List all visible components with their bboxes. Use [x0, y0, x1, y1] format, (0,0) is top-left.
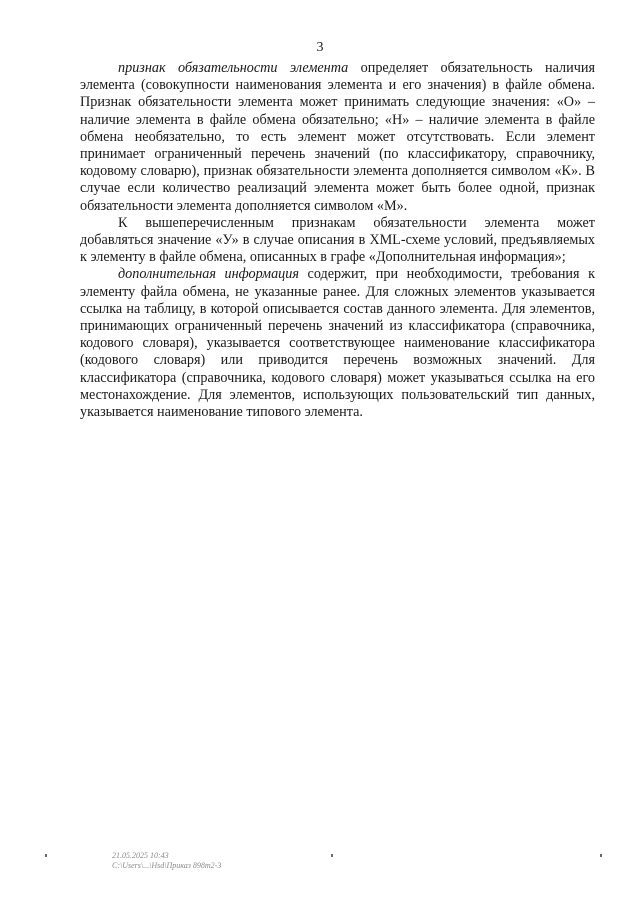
scan-mark — [600, 854, 602, 857]
paragraph-mandatory-attribute-text: определяет обязательность наличия элемента (совокупности наименования элемента и его значения) в файле обмена. Признак обязательности элемента может принимать следующие значения: «О» – наличие элемента в файле обмена обязательно; «Н» – наличие элемента в файле обмена необязательно, то есть элемент может отсутствовать. Если элемент принимает ограниченный перечень значений (по классификатору, справочнику, кодовому словарю), признак обязательности элемента дополняется символом «К». В случае если количество реализаций элемента может быть более одной, признак обязательности элемента дополняется символом «М». — [80, 60, 595, 214]
paragraph-additional-info — [80, 266, 595, 421]
scan-mark — [331, 854, 333, 857]
print-stamp — [112, 851, 221, 871]
term-mandatory-attribute: признак обязательности элемента — [118, 60, 349, 76]
paragraph-conditional-value: К вышеперечисленным признакам обязательности элемента может добавляться значение «У» в случае описания в XML-схеме условий, предъявляемых к элементу в файле обмена, описанных в графе «Дополнительная информация»; — [80, 214, 595, 266]
print-stamp-datetime: 21.05.2025 10:43 — [112, 851, 169, 860]
page-number: 3 — [316, 40, 324, 55]
document-body — [80, 60, 595, 421]
term-additional-info: дополнительная информация — [118, 266, 299, 283]
paragraph-mandatory-attribute — [80, 60, 595, 215]
scan-mark — [45, 854, 47, 857]
paragraph-additional-info-text: содержит, при необходимости, требования к элементу файла обмена, не указанные ранее. Для сложных элементов указывается ссылка на таблицу, в которой описывается состав данного элемента. Для элементов, принимающих ограниченный перечень значений из классификатора (справочника, кодового словаря), указывается соответствующее наименование классификатора (кодового словаря) или приводится перечень возможных значений. Для классификатора (справочника, кодового словаря) может указываться ссылка на его местонахождение. Для элементов, использующих пользовательский тип данных, указывается наименование типового элемента. — [80, 266, 595, 421]
print-stamp-path: C:\Users\...\Hsd\Приказ 898т2-3 — [112, 861, 222, 870]
